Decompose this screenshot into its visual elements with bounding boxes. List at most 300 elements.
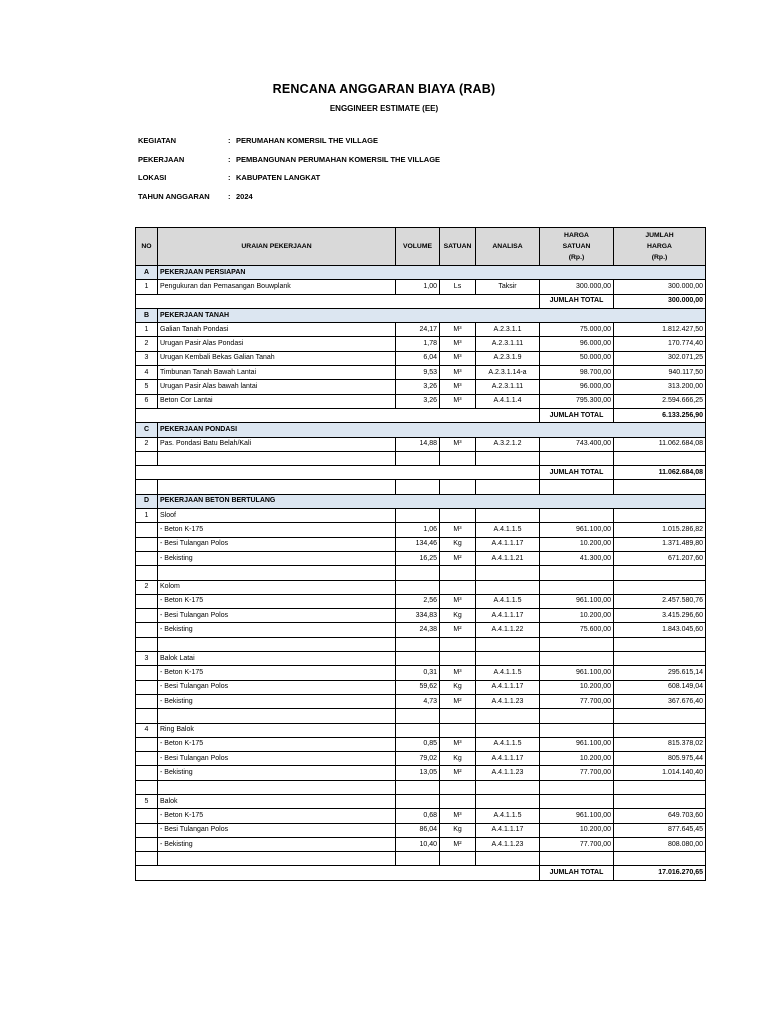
cell-analisa: A.2.3.1.9: [476, 351, 540, 365]
cell-harga-satuan: 961.100,00: [540, 666, 614, 680]
cell-analisa: [476, 580, 540, 594]
blank-row: [136, 566, 706, 580]
cell-no: [136, 551, 158, 565]
cell-analisa: A.4.1.1.22: [476, 623, 540, 637]
cell-volume: 1,06: [396, 523, 440, 537]
cell-no: 5: [136, 794, 158, 808]
cell-jumlah-harga: 3.415.296,60: [614, 609, 706, 623]
cell-harga-satuan: 10.200,00: [540, 823, 614, 837]
spacer-cell: [540, 451, 614, 465]
cell-jumlah-harga: 2.457.580,76: [614, 594, 706, 608]
cell-harga-satuan: [540, 509, 614, 523]
table-header: [136, 228, 706, 266]
cell-analisa: A.4.1.1.17: [476, 609, 540, 623]
table-row: [136, 580, 706, 594]
table-row: [136, 337, 706, 351]
total-row: [136, 294, 706, 308]
blank-cell: [614, 709, 706, 723]
cell-jumlah-harga: 170.774,40: [614, 337, 706, 351]
section-title: PEKERJAAN BETON BERTULANG: [158, 494, 706, 508]
table-row: [136, 323, 706, 337]
blank-cell: [440, 566, 476, 580]
cell-analisa: Taksir: [476, 280, 540, 294]
blank-cell: [136, 637, 158, 651]
table-row: [136, 680, 706, 694]
cell-satuan: M²: [440, 694, 476, 708]
cell-jumlah-harga: 671.207,60: [614, 551, 706, 565]
cell-satuan: Kg: [440, 609, 476, 623]
header-harga-line: SATUAN: [562, 243, 591, 250]
cell-uraian: - Besi Tulangan Polos: [158, 537, 396, 551]
cell-analisa: A.2.3.1.1: [476, 323, 540, 337]
rab-table: [135, 227, 706, 881]
cell-satuan: M³: [440, 437, 476, 451]
cell-jumlah-harga: 313.200,00: [614, 380, 706, 394]
cell-no: [136, 752, 158, 766]
cell-analisa: A.2.3.1.14-a: [476, 366, 540, 380]
cell-no: [136, 766, 158, 780]
cell-volume: [396, 794, 440, 808]
cell-harga-satuan: 77.700,00: [540, 694, 614, 708]
total-spacer: [136, 466, 540, 480]
cell-jumlah-harga: 940.117,50: [614, 366, 706, 380]
blank-cell: [614, 637, 706, 651]
cell-harga-satuan: 961.100,00: [540, 523, 614, 537]
cell-uraian: - Besi Tulangan Polos: [158, 752, 396, 766]
table-row: [136, 752, 706, 766]
blank-row: [136, 780, 706, 794]
cell-no: [136, 609, 158, 623]
blank-row: [136, 709, 706, 723]
cell-no: 2: [136, 437, 158, 451]
table-row: [136, 809, 706, 823]
cell-jumlah-harga: 1.812.427,50: [614, 323, 706, 337]
cell-volume: 0,68: [396, 809, 440, 823]
header-harga-line: HARGA: [564, 232, 589, 239]
cell-harga-satuan: 50.000,00: [540, 351, 614, 365]
spacer-cell: [476, 451, 540, 465]
blank-cell: [158, 566, 396, 580]
blank-cell: [136, 709, 158, 723]
spacer-cell: [158, 480, 396, 494]
cell-harga-satuan: 75.600,00: [540, 623, 614, 637]
blank-cell: [540, 566, 614, 580]
cell-harga-satuan: 10.200,00: [540, 752, 614, 766]
blank-cell: [614, 566, 706, 580]
cell-jumlah-harga: [614, 794, 706, 808]
cell-analisa: A.4.1.1.4: [476, 394, 540, 408]
spacer-cell: [158, 451, 396, 465]
cell-harga-satuan: 77.700,00: [540, 766, 614, 780]
blank-cell: [396, 780, 440, 794]
cell-harga-satuan: [540, 794, 614, 808]
spacer-cell: [614, 852, 706, 866]
blank-cell: [136, 780, 158, 794]
blank-cell: [540, 709, 614, 723]
blank-cell: [136, 566, 158, 580]
cell-volume: 24,38: [396, 623, 440, 637]
cell-jumlah-harga: 815.378,02: [614, 737, 706, 751]
header-jumlah-line: (Rp.): [651, 254, 668, 261]
info-value: KABUPATEN LANGKAT: [236, 173, 321, 183]
blank-cell: [440, 709, 476, 723]
cell-jumlah-harga: 302.071,25: [614, 351, 706, 365]
cell-jumlah-harga: 367.676,40: [614, 694, 706, 708]
cell-analisa: A.4.1.1.5: [476, 594, 540, 608]
cell-satuan: M³: [440, 666, 476, 680]
cell-harga-satuan: 10.200,00: [540, 609, 614, 623]
cell-satuan: M³: [440, 737, 476, 751]
cell-satuan: [440, 509, 476, 523]
cell-jumlah-harga: 808.080,00: [614, 837, 706, 851]
spacer-cell: [158, 852, 396, 866]
cell-satuan: M³: [440, 351, 476, 365]
cell-uraian: Pas. Pondasi Batu Belah/Kali: [158, 437, 396, 451]
cell-volume: 86,04: [396, 823, 440, 837]
info-row-kegiatan: [138, 136, 440, 155]
cell-uraian: Urugan Kembali Bekas Galian Tanah: [158, 351, 396, 365]
cell-satuan: [440, 723, 476, 737]
cell-jumlah-harga: 1.371.489,80: [614, 537, 706, 551]
cell-jumlah-harga: [614, 723, 706, 737]
spacer-cell: [476, 852, 540, 866]
header-volume: VOLUME: [396, 228, 440, 266]
cell-no: [136, 823, 158, 837]
cell-satuan: M³: [440, 523, 476, 537]
info-separator: :: [228, 191, 231, 201]
table-row: [136, 623, 706, 637]
cell-harga-satuan: 10.200,00: [540, 680, 614, 694]
cell-no: 3: [136, 652, 158, 666]
cell-analisa: A.4.1.1.17: [476, 680, 540, 694]
section-header-row: [136, 494, 706, 508]
cell-satuan: M²: [440, 766, 476, 780]
cell-jumlah-harga: [614, 580, 706, 594]
cell-analisa: A.4.1.1.5: [476, 666, 540, 680]
blank-cell: [476, 637, 540, 651]
info-row-tahun-anggaran: [138, 192, 440, 211]
table-row: [136, 837, 706, 851]
info-key: TAHUN ANGGARAN: [138, 191, 210, 201]
info-key: KEGIATAN: [138, 136, 177, 145]
cell-harga-satuan: 961.100,00: [540, 594, 614, 608]
header-harga-satuan: [540, 228, 614, 266]
cell-analisa: A.4.1.1.5: [476, 523, 540, 537]
spacer-cell: [440, 480, 476, 494]
cell-volume: 9,53: [396, 366, 440, 380]
total-value: 6.133.256,90: [614, 408, 706, 422]
cell-no: [136, 680, 158, 694]
blank-cell: [440, 637, 476, 651]
cell-jumlah-harga: 1.014.140,40: [614, 766, 706, 780]
total-label: JUMLAH TOTAL: [540, 408, 614, 422]
table-row: [136, 594, 706, 608]
header-harga-line: (Rp.): [568, 254, 585, 261]
spacer-cell: [136, 852, 158, 866]
spacer-cell: [440, 852, 476, 866]
cell-uraian: - Bekisting: [158, 551, 396, 565]
section-title: PEKERJAAN PONDASI: [158, 423, 706, 437]
table-row: [136, 694, 706, 708]
info-separator: :: [228, 154, 231, 164]
cell-uraian: Urugan Pasir Alas Pondasi: [158, 337, 396, 351]
table-row: [136, 551, 706, 565]
cell-analisa: A.4.1.1.23: [476, 837, 540, 851]
table-row: [136, 523, 706, 537]
table-row: [136, 766, 706, 780]
cell-satuan: M²: [440, 551, 476, 565]
table-row: [136, 666, 706, 680]
cell-jumlah-harga: 2.594.666,25: [614, 394, 706, 408]
table-row: [136, 509, 706, 523]
table-row: [136, 280, 706, 294]
section-header-row: [136, 308, 706, 322]
cell-no: 6: [136, 394, 158, 408]
total-spacer: [136, 866, 540, 880]
blank-cell: [158, 709, 396, 723]
spacer-cell: [136, 480, 158, 494]
cell-harga-satuan: 10.200,00: [540, 537, 614, 551]
cell-satuan: Ls: [440, 280, 476, 294]
total-label: JUMLAH TOTAL: [540, 866, 614, 880]
header-analisa: ANALISA: [476, 228, 540, 266]
cell-uraian: - Beton K-175: [158, 523, 396, 537]
header-uraian: URAIAN PEKERJAAN: [158, 228, 396, 266]
header-no: NO: [136, 228, 158, 266]
blank-cell: [158, 637, 396, 651]
cell-satuan: M³: [440, 394, 476, 408]
cell-harga-satuan: 98.700,00: [540, 366, 614, 380]
cell-uraian: Galian Tanah Pondasi: [158, 323, 396, 337]
table-row: [136, 823, 706, 837]
cell-analisa: [476, 509, 540, 523]
cell-no: 2: [136, 337, 158, 351]
total-label: JUMLAH TOTAL: [540, 466, 614, 480]
cell-uraian: Kolom: [158, 580, 396, 594]
cell-uraian: - Beton K-175: [158, 666, 396, 680]
cell-uraian: - Besi Tulangan Polos: [158, 680, 396, 694]
blank-cell: [540, 780, 614, 794]
spacer-cell: [476, 480, 540, 494]
table-row: [136, 737, 706, 751]
cell-volume: 3,26: [396, 380, 440, 394]
cell-no: 3: [136, 351, 158, 365]
cell-satuan: M³: [440, 594, 476, 608]
cell-harga-satuan: 96.000,00: [540, 337, 614, 351]
cell-harga-satuan: 96.000,00: [540, 380, 614, 394]
cell-uraian: - Bekisting: [158, 623, 396, 637]
spacer-row: [136, 852, 706, 866]
cell-analisa: A.2.3.1.11: [476, 380, 540, 394]
cell-no: 5: [136, 380, 158, 394]
header-jumlah-line: JUMLAH: [645, 232, 674, 239]
document-title: RENCANA ANGGARAN BIAYA (RAB): [272, 82, 496, 96]
cell-volume: 59,62: [396, 680, 440, 694]
total-row: [136, 466, 706, 480]
cell-satuan: Kg: [440, 537, 476, 551]
info-separator: :: [228, 136, 231, 145]
cell-volume: 1,00: [396, 280, 440, 294]
blank-cell: [396, 566, 440, 580]
cell-no: [136, 594, 158, 608]
table-row: [136, 794, 706, 808]
cell-analisa: [476, 652, 540, 666]
table-row: [136, 366, 706, 380]
cell-no: [136, 737, 158, 751]
total-row: [136, 866, 706, 880]
total-spacer: [136, 408, 540, 422]
section-letter: B: [136, 308, 158, 322]
cell-harga-satuan: [540, 652, 614, 666]
blank-cell: [614, 780, 706, 794]
cell-no: [136, 809, 158, 823]
cell-satuan: M²: [440, 837, 476, 851]
spacer-cell: [614, 480, 706, 494]
cell-volume: 2,56: [396, 594, 440, 608]
cell-uraian: - Bekisting: [158, 837, 396, 851]
total-value: 17.016.270,65: [614, 866, 706, 880]
cell-analisa: A.4.1.1.23: [476, 766, 540, 780]
spacer-cell: [540, 480, 614, 494]
cell-volume: 13,05: [396, 766, 440, 780]
cell-volume: 14,88: [396, 437, 440, 451]
cell-volume: 3,26: [396, 394, 440, 408]
cell-satuan: [440, 580, 476, 594]
spacer-cell: [614, 451, 706, 465]
spacer-cell: [396, 852, 440, 866]
cell-uraian: - Beton K-175: [158, 594, 396, 608]
spacer-cell: [396, 451, 440, 465]
cell-volume: 0,31: [396, 666, 440, 680]
cell-analisa: [476, 723, 540, 737]
info-key: PEKERJAAN: [138, 154, 185, 164]
cell-harga-satuan: [540, 723, 614, 737]
cell-uraian: Beton Cor Lantai: [158, 394, 396, 408]
cell-jumlah-harga: 805.975,44: [614, 752, 706, 766]
cell-no: 2: [136, 580, 158, 594]
cell-no: [136, 623, 158, 637]
cell-volume: 1,78: [396, 337, 440, 351]
cell-harga-satuan: 41.300,00: [540, 551, 614, 565]
table-row: [136, 723, 706, 737]
project-info: [138, 136, 440, 210]
cell-volume: 334,83: [396, 609, 440, 623]
cell-analisa: A.4.1.1.17: [476, 537, 540, 551]
cell-volume: [396, 509, 440, 523]
cell-jumlah-harga: 608.149,04: [614, 680, 706, 694]
info-separator: :: [228, 173, 231, 183]
table-row: [136, 351, 706, 365]
cell-no: [136, 523, 158, 537]
blank-cell: [396, 637, 440, 651]
cell-satuan: [440, 794, 476, 808]
cell-uraian: - Beton K-175: [158, 809, 396, 823]
cell-volume: [396, 580, 440, 594]
cell-no: [136, 694, 158, 708]
blank-cell: [158, 780, 396, 794]
cell-volume: 4,73: [396, 694, 440, 708]
cell-volume: 134,46: [396, 537, 440, 551]
cell-volume: 0,85: [396, 737, 440, 751]
section-letter: A: [136, 266, 158, 280]
cell-uraian: - Bekisting: [158, 766, 396, 780]
cell-jumlah-harga: [614, 509, 706, 523]
cell-volume: 79,02: [396, 752, 440, 766]
cell-uraian: - Besi Tulangan Polos: [158, 609, 396, 623]
info-value: PEMBANGUNAN PERUMAHAN KOMERSIL THE VILLAGE: [236, 154, 441, 164]
table-row: [136, 437, 706, 451]
total-value: 300.000,00: [614, 294, 706, 308]
total-spacer: [136, 294, 540, 308]
cell-harga-satuan: [540, 580, 614, 594]
total-label: JUMLAH TOTAL: [540, 294, 614, 308]
cell-no: 1: [136, 509, 158, 523]
cell-no: 1: [136, 323, 158, 337]
blank-cell: [476, 709, 540, 723]
total-value: 11.062.684,08: [614, 466, 706, 480]
total-row: [136, 408, 706, 422]
blank-cell: [476, 780, 540, 794]
info-row-lokasi: [138, 173, 440, 192]
cell-satuan: M³: [440, 323, 476, 337]
cell-harga-satuan: 75.000,00: [540, 323, 614, 337]
document-subtitle: ENGGINEER ESTIMATE (EE): [329, 104, 439, 113]
table-row: [136, 537, 706, 551]
cell-harga-satuan: 300.000,00: [540, 280, 614, 294]
blank-cell: [396, 709, 440, 723]
section-letter: C: [136, 423, 158, 437]
cell-jumlah-harga: 1.843.045,60: [614, 623, 706, 637]
cell-uraian: Sloof: [158, 509, 396, 523]
info-row-pekerjaan: [138, 155, 440, 174]
cell-satuan: [440, 652, 476, 666]
table-row: [136, 380, 706, 394]
header-satuan: SATUAN: [440, 228, 476, 266]
cell-uraian: - Bekisting: [158, 694, 396, 708]
blank-cell: [476, 566, 540, 580]
section-letter: D: [136, 494, 158, 508]
section-title: PEKERJAAN TANAH: [158, 308, 706, 322]
cell-analisa: A.4.1.1.21: [476, 551, 540, 565]
cell-volume: [396, 652, 440, 666]
cell-harga-satuan: 77.700,00: [540, 837, 614, 851]
cell-satuan: M³: [440, 380, 476, 394]
cell-jumlah-harga: 877.645,45: [614, 823, 706, 837]
cell-analisa: A.4.1.1.17: [476, 752, 540, 766]
header-jumlah-line: HARGA: [647, 243, 672, 250]
spacer-row: [136, 451, 706, 465]
cell-harga-satuan: 961.100,00: [540, 809, 614, 823]
blank-cell: [440, 780, 476, 794]
cell-jumlah-harga: 649.703,60: [614, 809, 706, 823]
section-title: PEKERJAAN PERSIAPAN: [158, 266, 706, 280]
blank-cell: [540, 637, 614, 651]
cell-no: 4: [136, 366, 158, 380]
cell-no: 1: [136, 280, 158, 294]
cell-no: 4: [136, 723, 158, 737]
cell-volume: 10,40: [396, 837, 440, 851]
cell-analisa: A.4.1.1.23: [476, 694, 540, 708]
section-header-row: [136, 423, 706, 437]
cell-volume: 16,25: [396, 551, 440, 565]
cell-satuan: M³: [440, 366, 476, 380]
cell-volume: [396, 723, 440, 737]
cell-no: [136, 837, 158, 851]
cell-jumlah-harga: [614, 652, 706, 666]
table-row: [136, 394, 706, 408]
cell-analisa: A.4.1.1.5: [476, 809, 540, 823]
spacer-cell: [440, 451, 476, 465]
